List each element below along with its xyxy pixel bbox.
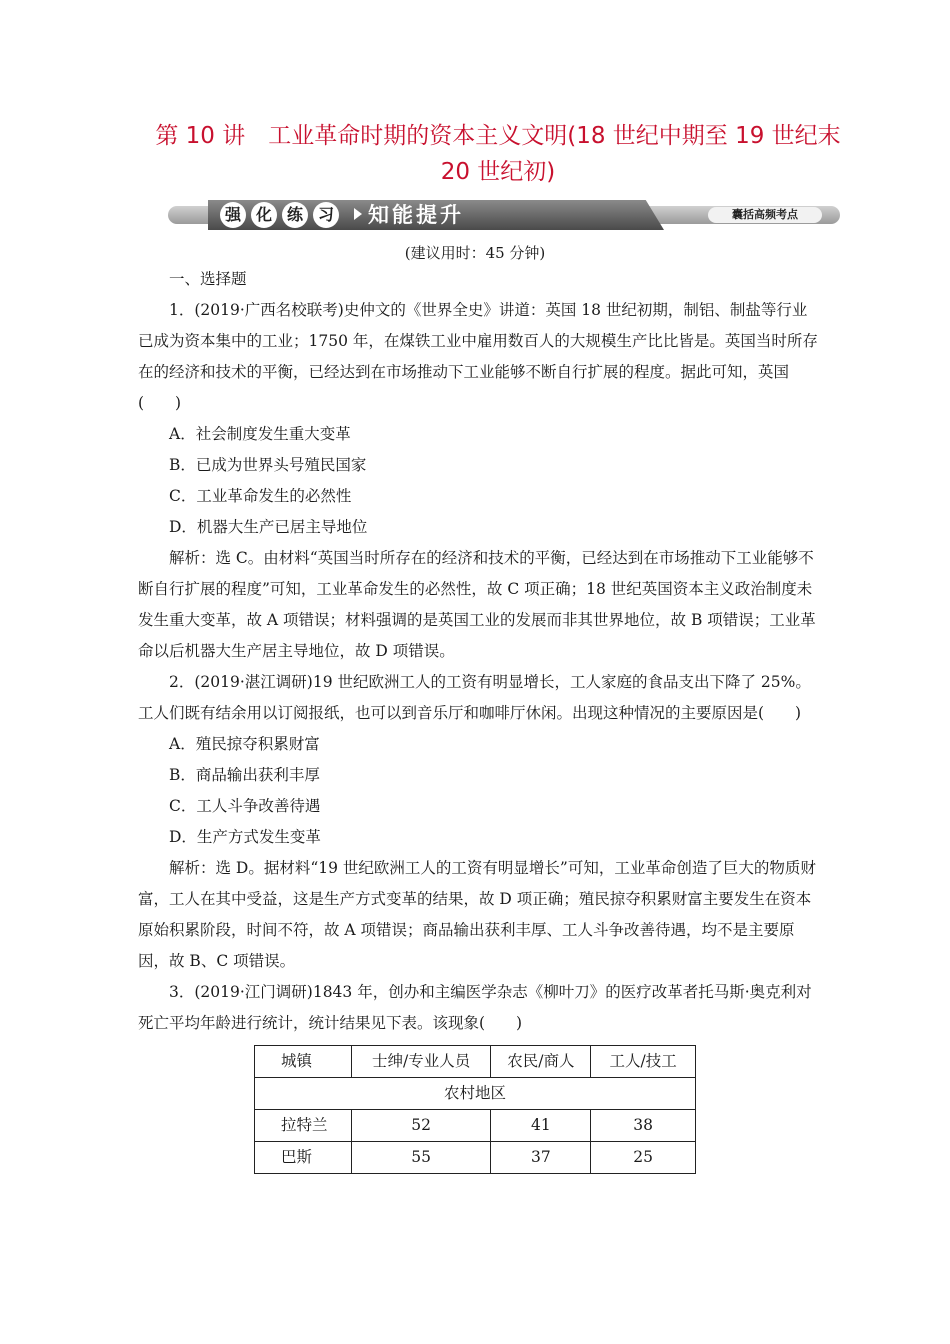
- table-header-cell: 农民/商人: [491, 1046, 591, 1078]
- table-section-label: 农村地区: [255, 1078, 696, 1110]
- question-1-option-d: D．机器大生产已居主导地位: [169, 518, 368, 536]
- table-row: [255, 1110, 696, 1142]
- table-cell: 25: [591, 1142, 696, 1174]
- question-2-option-a: A．殖民掠夺积累财富: [169, 735, 320, 753]
- question-3-stem: 3．(2019·江门调研)1843 年，创办和主编医学杂志《柳叶刀》的医疗改革者托马斯·奥克利对死亡平均年龄进行统计，统计结果见下表。该现象( ): [138, 983, 812, 1032]
- question-1-option-a: A．社会制度发生重大变革: [169, 425, 351, 443]
- section-banner: [168, 200, 840, 230]
- question-2-option-b: B．商品输出获利丰厚: [169, 766, 320, 784]
- question-2-stem: 2．(2019·湛江调研)19 世纪欧洲工人的工资有明显增长，工人家庭的食品支出下降了 25%。工人们既有结余用以订阅报纸，也可以到音乐厅和咖啡厅休闲。出现这种情况的主要原因是( ): [138, 673, 811, 722]
- table-cell: 55: [351, 1142, 491, 1174]
- table-row: [255, 1142, 696, 1174]
- table-cell: 38: [591, 1110, 696, 1142]
- table-header-cell: 士绅/专业人员: [351, 1046, 491, 1078]
- play-arrow-icon: [354, 208, 362, 220]
- banner-char: 化: [251, 202, 277, 228]
- question-2-analysis: 解析：选 D。据材料“19 世纪欧洲工人的工资有明显增长”可知，工业革命创造了巨大的物质财富，工人在其中受益，这是生产方式变革的结果，故 D 项正确；殖民掠夺积累财富主要发生在资本原始积累阶段，时间不符，故 A 项错误；商品输出获利丰厚、工人斗争改善待遇，均不是主要原因，故 B、C 项错误。: [138, 859, 816, 970]
- banner-char: 习: [313, 202, 339, 228]
- page-title: 第 10 讲 工业革命时期的资本主义文明(18 世纪中期至 19 世纪末 20 世纪初): [155, 123, 841, 185]
- death-age-table: [254, 1045, 696, 1174]
- table-cell: 37: [491, 1142, 591, 1174]
- question-1-stem: 1．(2019·广西名校联考)史仲文的《世界全史》讲道：英国 18 世纪初期，制铝、制盐等行业已成为资本集中的工业；1750 年，在煤铁工业中雇用数百人的大规模生产比比皆是。英国当时所存在的经济和技术的平衡，已经达到在市场推动下工业能够不断自行扩展的程度。据此可知，英国( ): [138, 301, 818, 412]
- question-1-option-c: C．工业革命发生的必然性: [169, 487, 352, 505]
- question-2-option-c: C．工人斗争改善待遇: [169, 797, 321, 815]
- banner-right-tag: 囊括高频考点: [708, 207, 822, 223]
- banner-char: 练: [282, 202, 308, 228]
- table-section-row: [255, 1078, 696, 1110]
- table-header-row: [255, 1046, 696, 1078]
- table-header-cell: 工人/技工: [591, 1046, 696, 1078]
- document-body: [138, 264, 822, 1174]
- question-1-analysis: 解析：选 C。由材料“英国当时所存在的经济和技术的平衡，已经达到在市场推动下工业能够不断自行扩展的程度”可知，工业革命发生的必然性，故 C 项正确；18 世纪英国资本主义政治制度未发生重大变革，故 A 项错误；材料强调的是英国工业的发展而非其世界地位，故 B 项错误；工业革命以后机器大生产居主导地位，故 D 项错误。: [138, 549, 816, 660]
- time-note: (建议用时：45 分钟): [404, 244, 546, 262]
- table-cell: 41: [491, 1110, 591, 1142]
- table-header-cell: 城镇: [255, 1046, 352, 1078]
- section-heading: 一、选择题: [169, 270, 247, 288]
- banner-circles: [220, 202, 339, 228]
- table-cell: 巴斯: [255, 1142, 352, 1174]
- banner-char: 强: [220, 202, 246, 228]
- question-1-option-b: B．已成为世界头号殖民国家: [169, 456, 367, 474]
- banner-subtitle: 知能提升: [368, 203, 464, 227]
- table-cell: 拉特兰: [255, 1110, 352, 1142]
- table-cell: 52: [351, 1110, 491, 1142]
- question-2-option-d: D．生产方式发生变革: [169, 828, 321, 846]
